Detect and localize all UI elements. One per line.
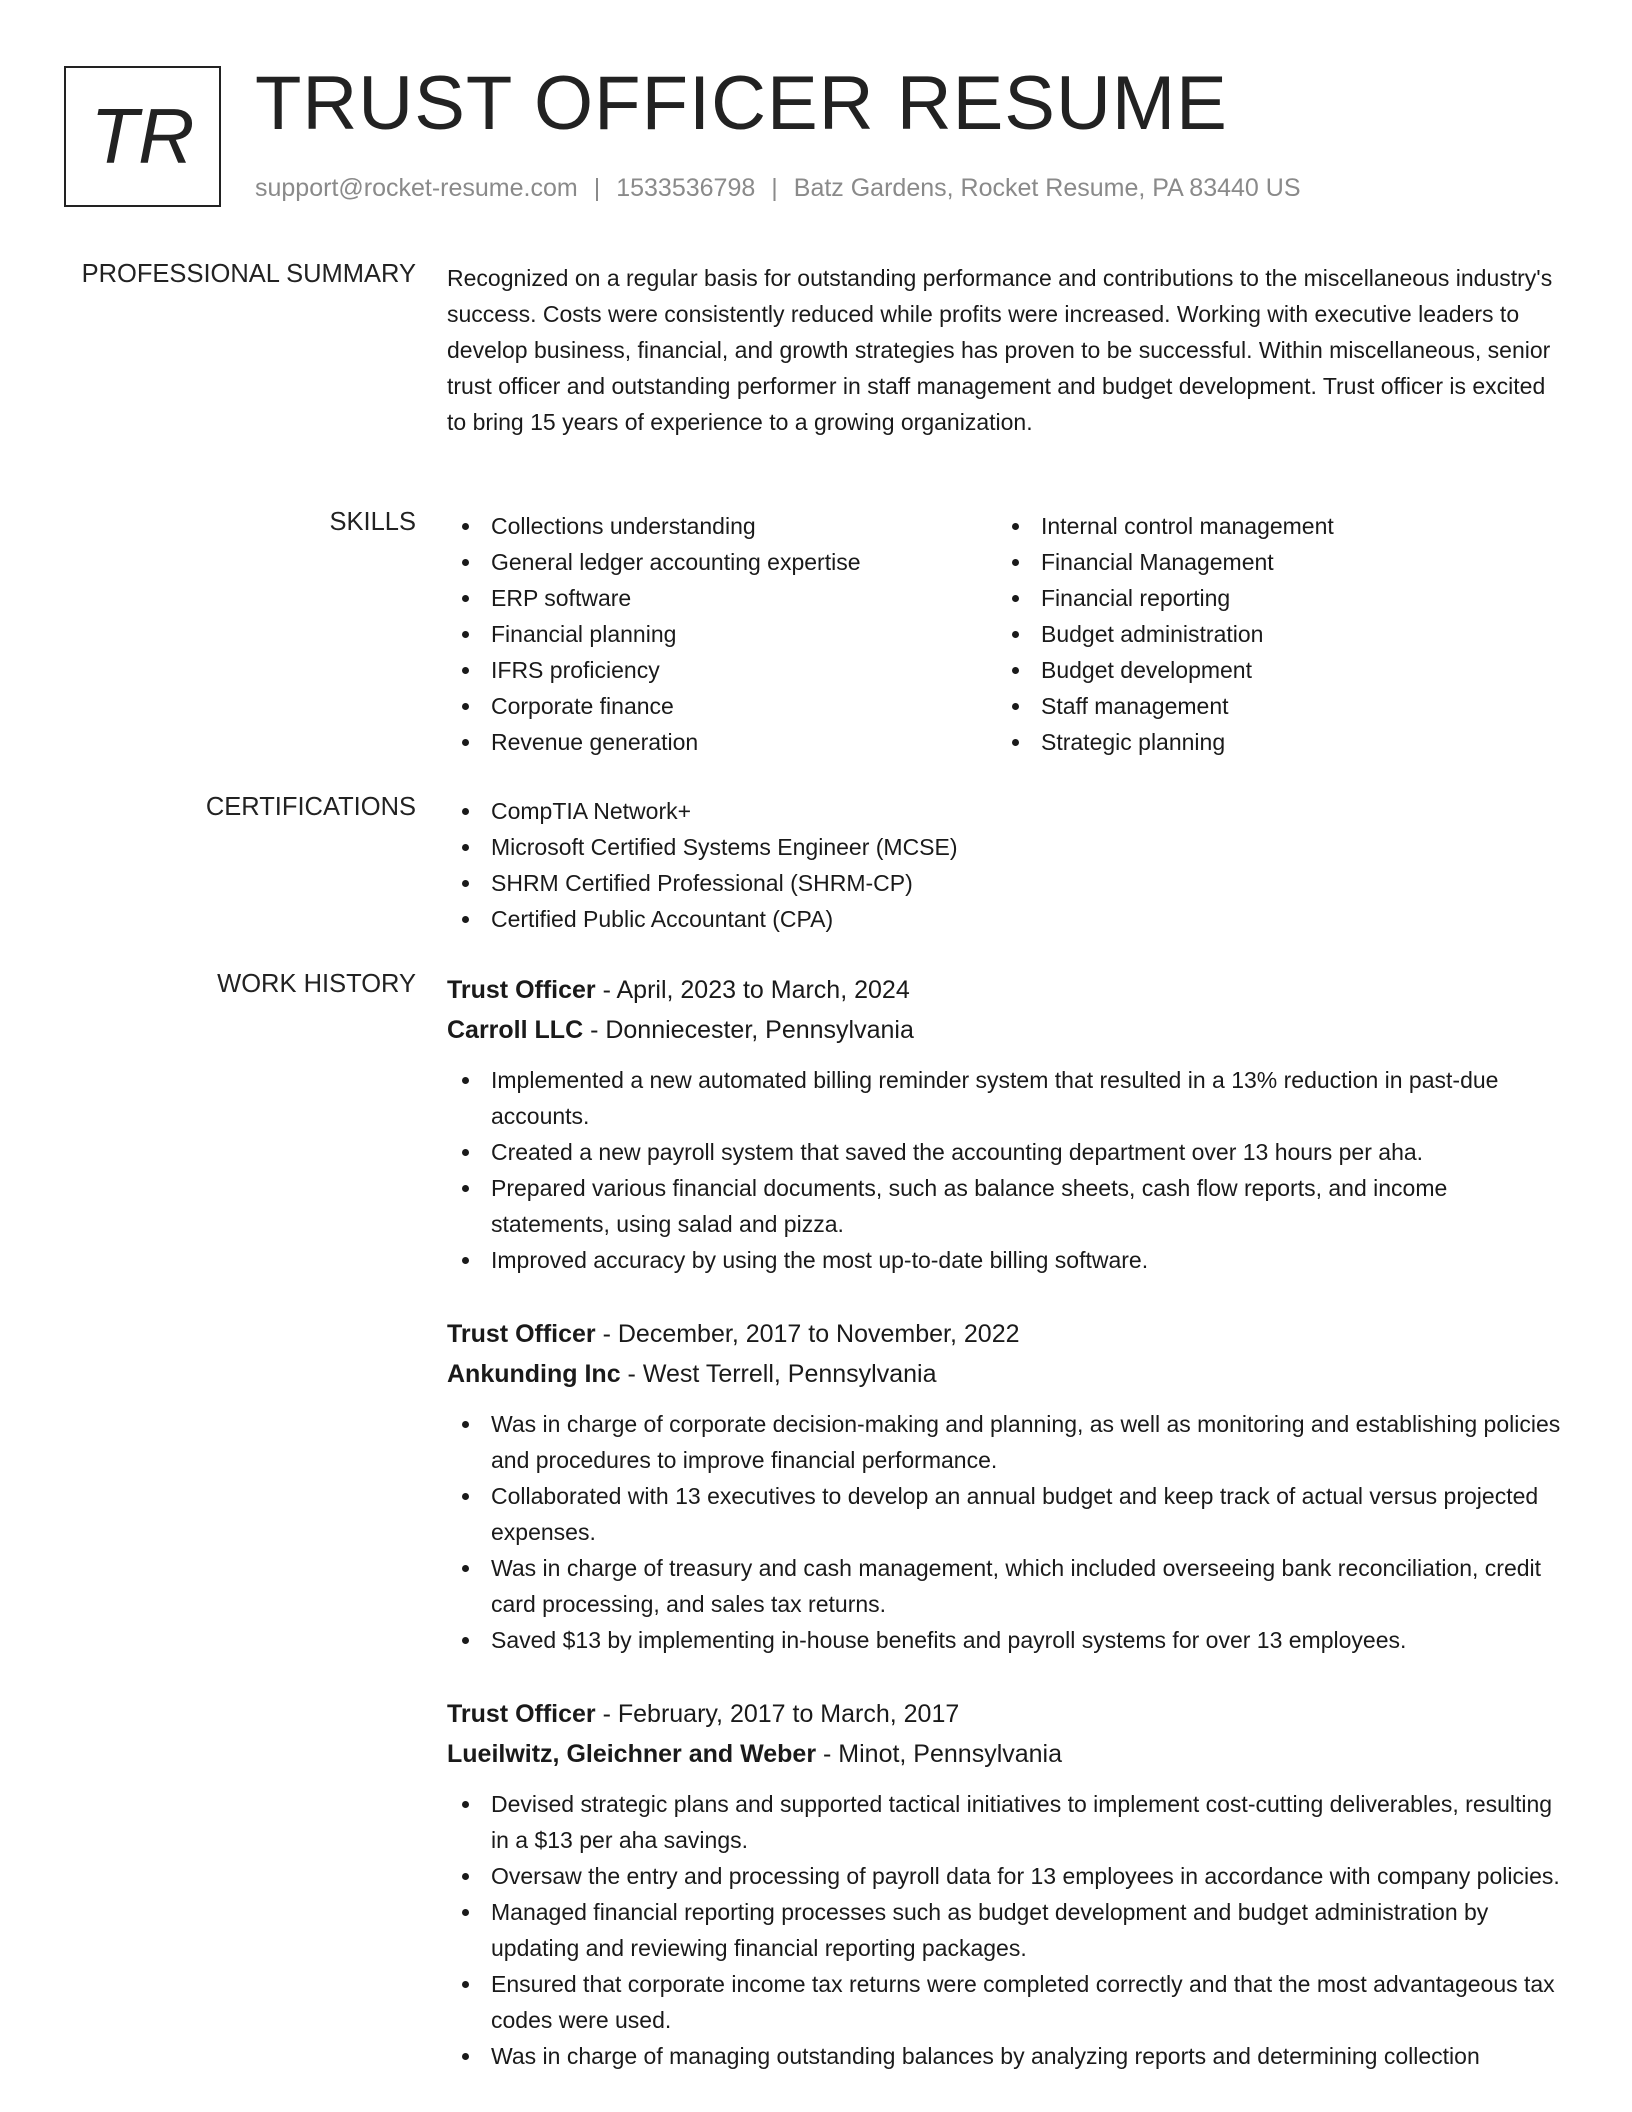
job-bullets [447,1786,1567,2074]
job-bullet: Managed financial reporting processes such as budget development and budget administration by updating and reviewing financial reporting packages. [447,1894,1567,1966]
job-bullet: Saved $13 by implementing in-house benefits and payroll systems for over 13 employees. [447,1622,1567,1658]
skill-item: Budget development [997,652,1547,688]
job-bullets [447,1406,1567,1658]
skill-item: Budget administration [997,616,1547,652]
job-bullet: Was in charge of corporate decision-making and planning, as well as monitoring and establishing policies and procedures to improve financial performance. [447,1406,1567,1478]
skills-list-right [997,508,1547,760]
contact-line [255,174,1301,203]
certification-item: SHRM Certified Professional (SHRM-CP) [447,865,1567,901]
job-company-line [447,1010,1567,1050]
contact-phone: 1533536798 [616,174,756,202]
certification-item: Microsoft Certified Systems Engineer (MCSE) [447,829,1567,865]
certifications-list [447,793,1567,937]
skill-item: Internal control management [997,508,1547,544]
certification-item: CompTIA Network+ [447,793,1567,829]
section-label-summary: PROFESSIONAL SUMMARY [81,260,416,288]
job-company: Lueilwitz, Gleichner and Weber [447,1740,817,1768]
skill-item: Strategic planning [997,724,1547,760]
job-entry [447,1694,1567,2074]
skill-item: General ledger accounting expertise [447,544,997,580]
job-bullet: Ensured that corporate income tax returns were completed correctly and that the most advantageous tax codes were used. [447,1966,1567,2038]
resume-title: TRUST OFFICER RESUME [255,61,1228,146]
skill-item: Financial planning [447,616,997,652]
summary-body [447,260,1567,440]
job-bullet: Oversaw the entry and processing of payroll data for 13 employees in accordance with company policies. [447,1858,1567,1894]
job-title-line [447,970,1567,1010]
job-bullet: Prepared various financial documents, such as balance sheets, cash flow reports, and income statements, using salad and pizza. [447,1170,1567,1242]
separator: | [593,174,601,202]
job-entry [447,1314,1567,1658]
job-bullets [447,1062,1567,1278]
job-location: - Donniecester, Pennsylvania [583,1016,914,1044]
skill-item: ERP software [447,580,997,616]
skill-item: Financial reporting [997,580,1547,616]
skill-item: Revenue generation [447,724,997,760]
skill-item: Financial Management [997,544,1547,580]
job-company-line [447,1734,1567,1774]
job-title-line [447,1314,1567,1354]
job-dates: - April, 2023 to March, 2024 [595,976,910,1004]
job-dates: - December, 2017 to November, 2022 [595,1320,1020,1348]
job-bullet: Was in charge of treasury and cash management, which included overseeing bank reconciliation, credit card processing, and sales tax returns. [447,1550,1567,1622]
job-bullet: Was in charge of managing outstanding balances by analyzing reports and determining collection [447,2038,1567,2074]
job-company: Ankunding Inc [447,1360,621,1388]
job-location: - West Terrell, Pennsylvania [620,1360,937,1388]
skill-item: IFRS proficiency [447,652,997,688]
certification-item: Certified Public Accountant (CPA) [447,901,1567,937]
job-company: Carroll LLC [447,1016,584,1044]
certifications-body [447,793,1567,937]
job-title-line [447,1694,1567,1734]
skills-body [447,508,1567,760]
contact-address: Batz Gardens, Rocket Resume, PA 83440 US [793,174,1301,202]
skills-list-left [447,508,997,760]
job-dates: - February, 2017 to March, 2017 [595,1700,960,1728]
job-title: Trust Officer [447,976,596,1004]
job-location: - Minot, Pennsylvania [816,1740,1063,1768]
section-label-work-history: WORK HISTORY [217,970,416,998]
job-bullet: Devised strategic plans and supported tactical initiatives to implement cost-cutting deliverables, resulting in a $13 per aha savings. [447,1786,1567,1858]
skill-item: Staff management [997,688,1547,724]
job-title: Trust Officer [447,1700,596,1728]
job-bullet: Improved accuracy by using the most up-to-date billing software. [447,1242,1567,1278]
job-title: Trust Officer [447,1320,596,1348]
section-label-skills: SKILLS [329,508,416,536]
job-bullet: Implemented a new automated billing reminder system that resulted in a 13% reduction in past-due accounts. [447,1062,1567,1134]
skill-item: Collections understanding [447,508,997,544]
skill-item: Corporate finance [447,688,997,724]
contact-email: support@rocket-resume.com [255,174,578,202]
job-bullet: Created a new payroll system that saved the accounting department over 13 hours per aha. [447,1134,1567,1170]
separator: | [771,174,778,202]
monogram-badge: TR [64,66,221,207]
job-entry [447,970,1567,1278]
section-label-certifications: CERTIFICATIONS [205,793,416,821]
job-bullet: Collaborated with 13 executives to develop an annual budget and keep track of actual versus projected expenses. [447,1478,1567,1550]
summary-text: Recognized on a regular basis for outstanding performance and contributions to the miscellaneous industry's success. Costs were consistently reduced while profits were increased. Working with executive leaders to develop business, financial, and growth strategies has proven to be successful. Within miscellaneous, senior trust officer and outstanding performer in staff management and budget development. Trust officer is excited to bring 15 years of experience to a growing organization. [447,265,1553,435]
job-company-line [447,1354,1567,1394]
